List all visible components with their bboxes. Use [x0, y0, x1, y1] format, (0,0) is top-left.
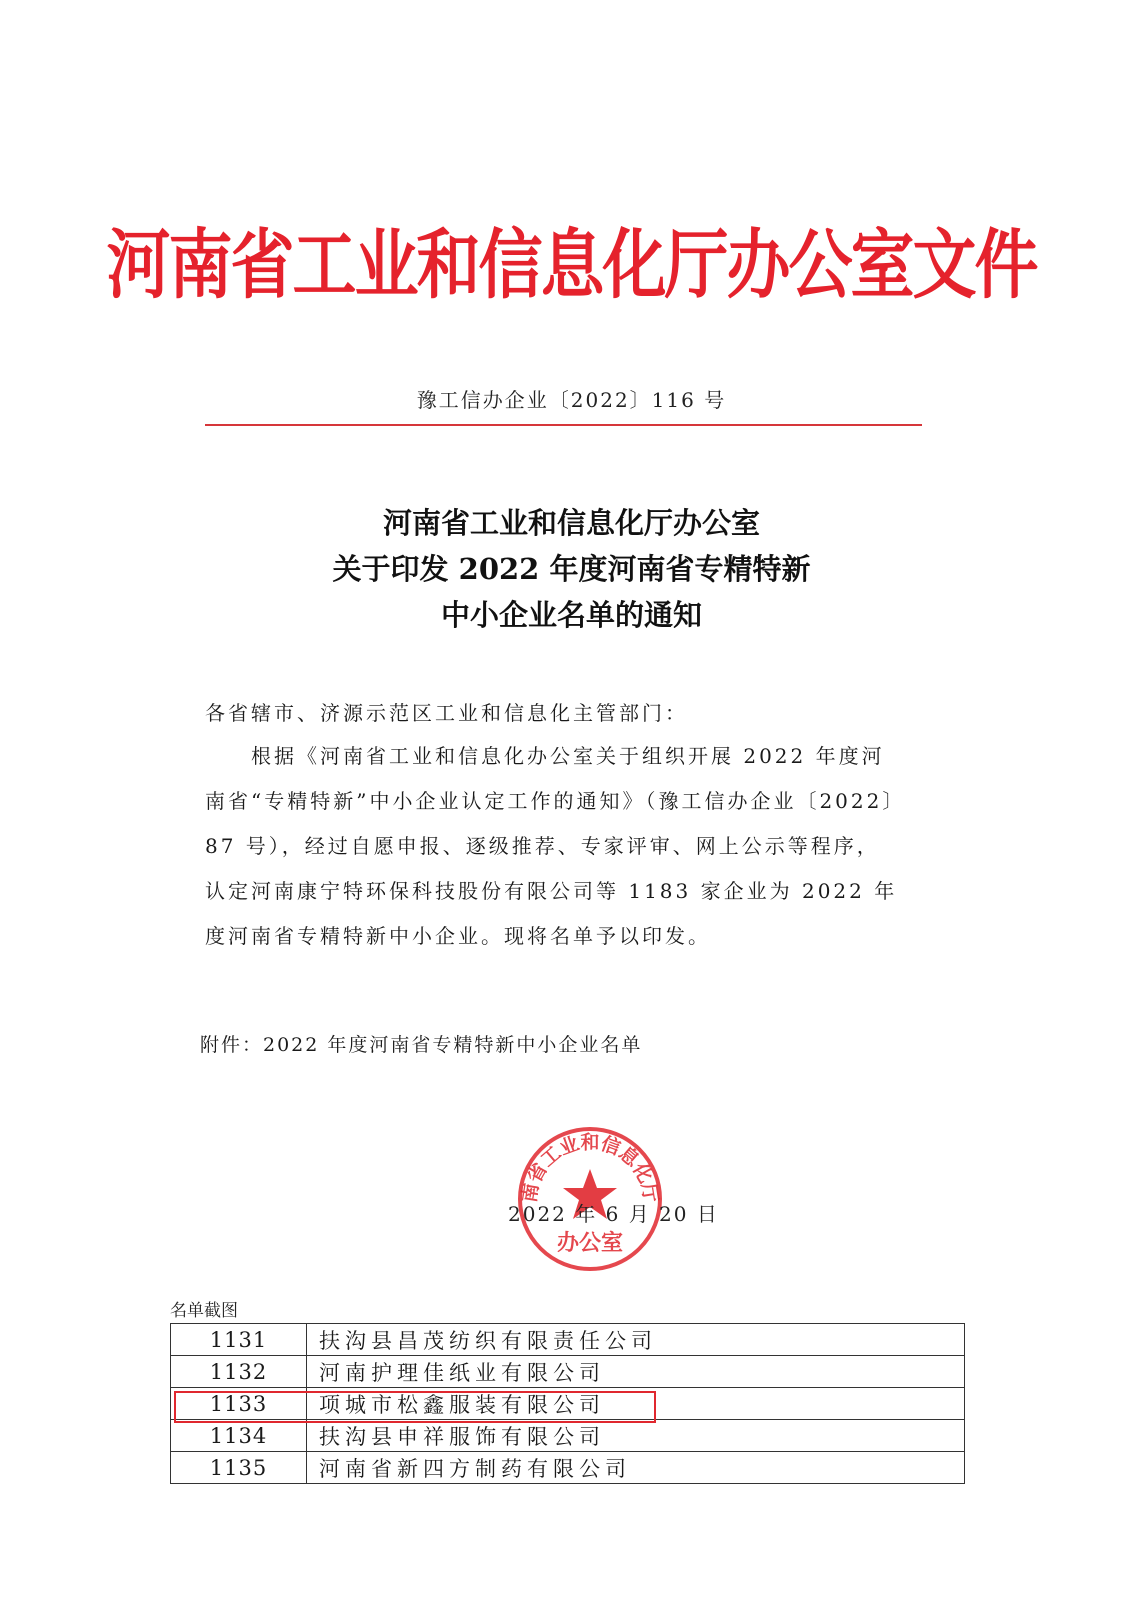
table-row	[171, 1388, 965, 1420]
red-divider	[205, 424, 922, 426]
row-number: 1135	[171, 1452, 307, 1484]
title-line-1: 河南省工业和信息化厅办公室	[382, 506, 760, 540]
seal-arc-text: 南省工业和信息化厅	[518, 1131, 662, 1205]
body-line-4: 认定河南康宁特环保科技股份有限公司等 1183 家企业为 2022 年	[205, 879, 898, 903]
company-name: 河南护理佳纸业有限公司	[307, 1356, 965, 1388]
seal-office-text: 办公室	[556, 1231, 624, 1256]
company-name: 项城市松鑫服装有限公司	[307, 1388, 965, 1420]
notice-title	[0, 500, 1143, 638]
body-line-5: 度河南省专精特新中小企业。现将名单予以印发。	[205, 924, 711, 948]
salutation: 各省辖市、济源示范区工业和信息化主管部门：	[205, 701, 688, 725]
body-line-1: 根据《河南省工业和信息化办公室关于组织开展 2022 年度河	[205, 744, 885, 768]
masthead-title: 河南省工业和信息化厅办公室文件	[106, 222, 1037, 311]
body-line-2: 南省“专精特新”中小企业认定工作的通知》（豫工信办企业〔2022〕	[205, 789, 906, 813]
row-number: 1131	[171, 1324, 307, 1356]
row-number: 1134	[171, 1420, 307, 1452]
row-number: 1132	[171, 1356, 307, 1388]
body-paragraph	[205, 734, 925, 959]
title-line-3: 中小企业名单的通知	[440, 598, 702, 632]
document-number: 豫工信办企业〔2022〕116 号	[416, 388, 727, 412]
list-caption: 名单截图	[170, 1301, 238, 1321]
body-line-3: 87 号），经过自愿申报、逐级推荐、专家评审、网上公示等程序，	[205, 834, 880, 858]
enterprise-list-table	[170, 1323, 965, 1484]
title-line-2: 关于印发 2022 年度河南省专精特新	[332, 552, 811, 586]
table-row	[171, 1356, 965, 1388]
company-name: 扶沟县申祥服饰有限公司	[307, 1420, 965, 1452]
company-name: 河南省新四方制药有限公司	[307, 1452, 965, 1484]
table-row	[171, 1420, 965, 1452]
issue-date: 2022 年 6 月 20 日	[508, 1202, 719, 1226]
attachment-note: 附件：2022 年度河南省专精特新中小企业名单	[200, 1034, 643, 1056]
row-number: 1133	[171, 1388, 307, 1420]
table-row	[171, 1324, 965, 1356]
company-name: 扶沟县昌茂纺织有限责任公司	[307, 1324, 965, 1356]
table-row	[171, 1452, 965, 1484]
